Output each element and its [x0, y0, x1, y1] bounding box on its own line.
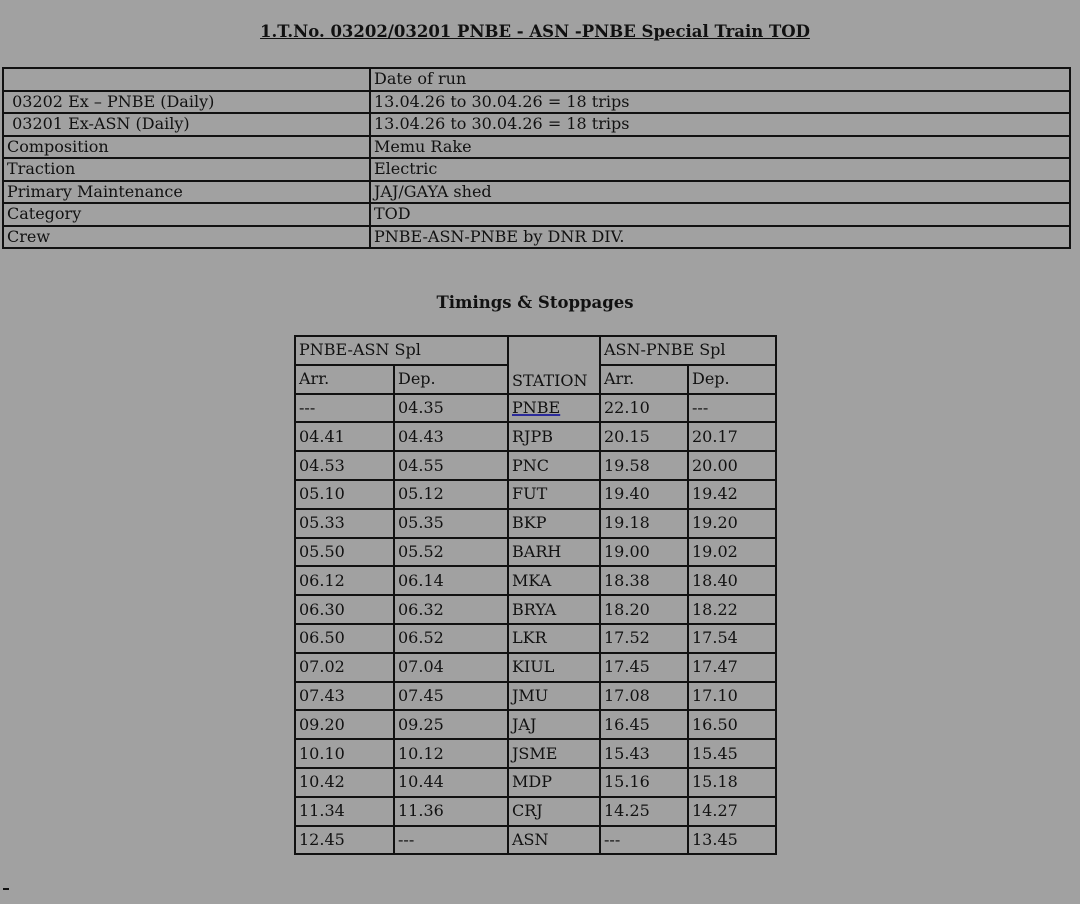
departure-cell: 06.52 [394, 624, 508, 653]
departure-cell: --- [688, 394, 776, 423]
station-cell [508, 394, 600, 423]
info-value: Memu Rake [370, 136, 1070, 159]
departure-cell: 14.27 [688, 797, 776, 826]
timing-row [295, 480, 776, 509]
station-cell: BKP [508, 509, 600, 538]
arrival-cell: 19.58 [600, 451, 688, 480]
arrival-cell: 04.53 [295, 451, 394, 480]
arrival-cell: 06.50 [295, 624, 394, 653]
departure-cell: 15.45 [688, 739, 776, 768]
info-row [3, 158, 1070, 181]
info-header-value: Date of run [370, 68, 1070, 91]
arrival-cell: 15.16 [600, 768, 688, 797]
station-cell: KIUL [508, 653, 600, 682]
departure-cell: 13.45 [688, 826, 776, 855]
arrival-cell: 18.20 [600, 595, 688, 624]
station-cell: MDP [508, 768, 600, 797]
timing-row [295, 768, 776, 797]
group-header-asn-pnbe: ASN-PNBE Spl [600, 336, 776, 365]
arrival-cell: 05.50 [295, 538, 394, 567]
arrival-cell: 11.34 [295, 797, 394, 826]
arrival-cell: 07.43 [295, 682, 394, 711]
station-cell: MKA [508, 566, 600, 595]
station-cell: CRJ [508, 797, 600, 826]
document-title: 1.T.No. 03202/03201 PNBE - ASN -PNBE Special Train TOD [260, 22, 810, 41]
info-label: Crew [3, 226, 370, 249]
timing-row [295, 566, 776, 595]
info-value: 13.04.26 to 30.04.26 = 18 trips [370, 113, 1070, 136]
info-value: PNBE-ASN-PNBE by DNR DIV. [370, 226, 1070, 249]
departure-cell: 19.20 [688, 509, 776, 538]
departure-cell: 04.43 [394, 422, 508, 451]
arrival-cell: --- [295, 394, 394, 423]
dep-column-header: Dep. [688, 365, 776, 394]
arrival-cell: 15.43 [600, 739, 688, 768]
info-value: JAJ/GAYA shed [370, 181, 1070, 204]
info-label: Primary Maintenance [3, 181, 370, 204]
arrival-cell: 19.00 [600, 538, 688, 567]
station-cell: JMU [508, 682, 600, 711]
timing-row [295, 538, 776, 567]
info-header-row [3, 68, 1070, 91]
arrival-cell: 05.33 [295, 509, 394, 538]
arrival-cell: 07.02 [295, 653, 394, 682]
departure-cell: 17.47 [688, 653, 776, 682]
station-cell: RJPB [508, 422, 600, 451]
departure-cell: 17.10 [688, 682, 776, 711]
station-cell: BARH [508, 538, 600, 567]
departure-cell: 06.14 [394, 566, 508, 595]
arrival-cell: 14.25 [600, 797, 688, 826]
arrival-cell: 17.52 [600, 624, 688, 653]
departure-cell: 19.02 [688, 538, 776, 567]
arrival-cell: 04.41 [295, 422, 394, 451]
info-row [3, 136, 1070, 159]
arrival-cell: 12.45 [295, 826, 394, 855]
station-column-header: STATION [508, 336, 600, 394]
departure-cell: 07.45 [394, 682, 508, 711]
arrival-cell: 06.12 [295, 566, 394, 595]
timing-row [295, 710, 776, 739]
departure-cell: 20.17 [688, 422, 776, 451]
departure-cell: 18.22 [688, 595, 776, 624]
info-label: Traction [3, 158, 370, 181]
info-row [3, 226, 1070, 249]
timing-row [295, 739, 776, 768]
departure-cell: 04.55 [394, 451, 508, 480]
arr-column-header: Arr. [295, 365, 394, 394]
station-link[interactable]: PNBE [512, 397, 561, 417]
departure-cell: 19.42 [688, 480, 776, 509]
departure-cell: 17.54 [688, 624, 776, 653]
station-cell: JSME [508, 739, 600, 768]
timings-table [294, 335, 777, 855]
timing-row [295, 422, 776, 451]
timing-row [295, 624, 776, 653]
departure-cell: 10.12 [394, 739, 508, 768]
arrival-cell: --- [600, 826, 688, 855]
arrival-cell: 06.30 [295, 595, 394, 624]
timing-row [295, 653, 776, 682]
group-header-pnbe-asn: PNBE-ASN Spl [295, 336, 508, 365]
arrival-cell: 18.38 [600, 566, 688, 595]
info-value: 13.04.26 to 30.04.26 = 18 trips [370, 91, 1070, 114]
departure-cell: 11.36 [394, 797, 508, 826]
timing-row [295, 509, 776, 538]
departure-cell: 05.35 [394, 509, 508, 538]
timings-group-row [295, 336, 776, 365]
info-value: TOD [370, 203, 1070, 226]
info-label: 03201 Ex-ASN (Daily) [3, 113, 370, 136]
info-row [3, 203, 1070, 226]
departure-cell: 06.32 [394, 595, 508, 624]
train-info-table [2, 67, 1071, 249]
departure-cell: 05.12 [394, 480, 508, 509]
station-cell: PNC [508, 451, 600, 480]
station-cell: JAJ [508, 710, 600, 739]
arrival-cell: 19.40 [600, 480, 688, 509]
info-label: Composition [3, 136, 370, 159]
timings-heading: Timings & Stoppages [436, 293, 634, 312]
departure-cell: 10.44 [394, 768, 508, 797]
arrival-cell: 10.10 [295, 739, 394, 768]
timing-row [295, 451, 776, 480]
info-row [3, 181, 1070, 204]
station-cell: ASN [508, 826, 600, 855]
dep-column-header: Dep. [394, 365, 508, 394]
arrival-cell: 22.10 [600, 394, 688, 423]
timing-row [295, 595, 776, 624]
departure-cell: 04.35 [394, 394, 508, 423]
arrival-cell: 16.45 [600, 710, 688, 739]
departure-cell: 09.25 [394, 710, 508, 739]
departure-cell: --- [394, 826, 508, 855]
station-cell: LKR [508, 624, 600, 653]
info-row [3, 91, 1070, 114]
departure-cell: 05.52 [394, 538, 508, 567]
station-cell: FUT [508, 480, 600, 509]
info-value: Electric [370, 158, 1070, 181]
arrival-cell: 17.08 [600, 682, 688, 711]
arrival-cell: 17.45 [600, 653, 688, 682]
timing-row [295, 682, 776, 711]
departure-cell: 20.00 [688, 451, 776, 480]
arrival-cell: 19.18 [600, 509, 688, 538]
arrival-cell: 10.42 [295, 768, 394, 797]
departure-cell: 07.04 [394, 653, 508, 682]
info-label: 03202 Ex – PNBE (Daily) [3, 91, 370, 114]
timing-row [295, 826, 776, 855]
timing-row [295, 797, 776, 826]
arrival-cell: 09.20 [295, 710, 394, 739]
arr-column-header: Arr. [600, 365, 688, 394]
station-cell: BRYA [508, 595, 600, 624]
info-header-label [3, 68, 370, 91]
timing-row [295, 394, 776, 423]
departure-cell: 18.40 [688, 566, 776, 595]
page-mark [3, 888, 9, 890]
arrival-cell: 05.10 [295, 480, 394, 509]
arrival-cell: 20.15 [600, 422, 688, 451]
info-row [3, 113, 1070, 136]
departure-cell: 15.18 [688, 768, 776, 797]
departure-cell: 16.50 [688, 710, 776, 739]
info-label: Category [3, 203, 370, 226]
